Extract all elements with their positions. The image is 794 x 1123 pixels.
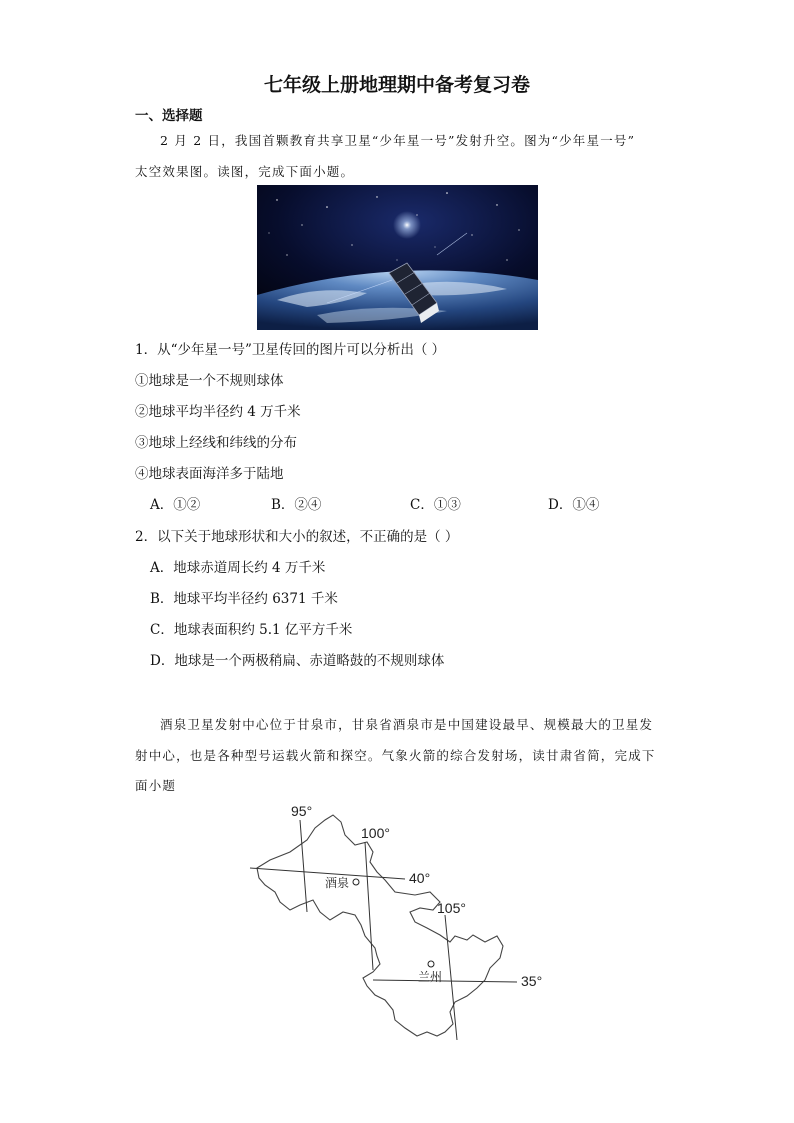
latitude-40-label: 40° <box>409 870 431 886</box>
question-1-statement-3: ③地球上经线和纬线的分布 <box>135 435 297 451</box>
longitude-95-label: 95° <box>291 803 313 819</box>
lanzhou-city-marker <box>428 961 434 967</box>
meridian-105-line <box>445 915 457 1040</box>
gansu-province-outline <box>257 815 503 1036</box>
parallel-35-line <box>373 980 517 982</box>
jiuquan-city-marker <box>353 879 359 885</box>
gansu-outline-map <box>245 800 555 1050</box>
intro-paragraph-2-line-1: 酒泉卫星发射中心位于甘泉市，甘泉省酒泉市是中国建设最早、规模最大的卫星发 <box>160 717 654 732</box>
question-1-statement-4: ④地球表面海洋多于陆地 <box>135 466 284 482</box>
intro-paragraph-1-line-1: 2 月 2 日，我国首颗教育共享卫星“少年星一号”发射升空。图为“少年星一号” <box>160 133 636 148</box>
question-2-option-b[interactable]: B．地球平均半径约 6371 千米 <box>150 591 338 607</box>
longitude-100-label: 100° <box>361 825 390 841</box>
intro-paragraph-1-line-2: 太空效果图。读图，完成下面小题。 <box>135 164 355 179</box>
question-2-option-c[interactable]: C．地球表面积约 5.1 亿平方千米 <box>150 622 353 638</box>
page-title: 七年级上册地理期中备考复习卷 <box>263 74 530 96</box>
latitude-35-label: 35° <box>521 973 543 989</box>
lanzhou-label: 兰州 <box>418 970 443 984</box>
intro-paragraph-2-line-2: 射中心，也是各种型号运载火箭和探空。气象火箭的综合发射场，读甘肃省简，完成下 <box>135 748 656 763</box>
longitude-105-label: 105° <box>437 900 466 916</box>
question-1-option-a[interactable]: A．①② <box>150 497 201 513</box>
intro-paragraph-2-line-3: 面小题 <box>135 778 177 793</box>
question-1-option-d[interactable]: D．①④ <box>548 497 600 513</box>
section-heading: 一、选择题 <box>135 108 203 124</box>
question-1-statement-1: ①地球是一个不规则球体 <box>135 373 284 389</box>
jiuquan-label: 酒泉 <box>325 876 350 890</box>
meridian-100-line <box>365 842 373 970</box>
question-2-option-d[interactable]: D．地球是一个两极稍扁、赤道略鼓的不规则球体 <box>150 653 445 669</box>
question-1-option-c[interactable]: C．①③ <box>410 497 461 513</box>
satellite-space-image <box>257 185 538 330</box>
question-2-option-a[interactable]: A．地球赤道周长约 4 万千米 <box>150 560 326 576</box>
question-1-stem: 1．从“少年星一号”卫星传回的图片可以分析出（ ） <box>135 342 446 358</box>
question-1-statement-2: ②地球平均半径约 4 万千米 <box>135 404 301 420</box>
meridian-95-line <box>300 820 307 912</box>
question-2-stem: 2．以下关于地球形状和大小的叙述，不正确的是（ ） <box>135 529 459 545</box>
question-1-option-b[interactable]: B．②④ <box>271 497 322 513</box>
